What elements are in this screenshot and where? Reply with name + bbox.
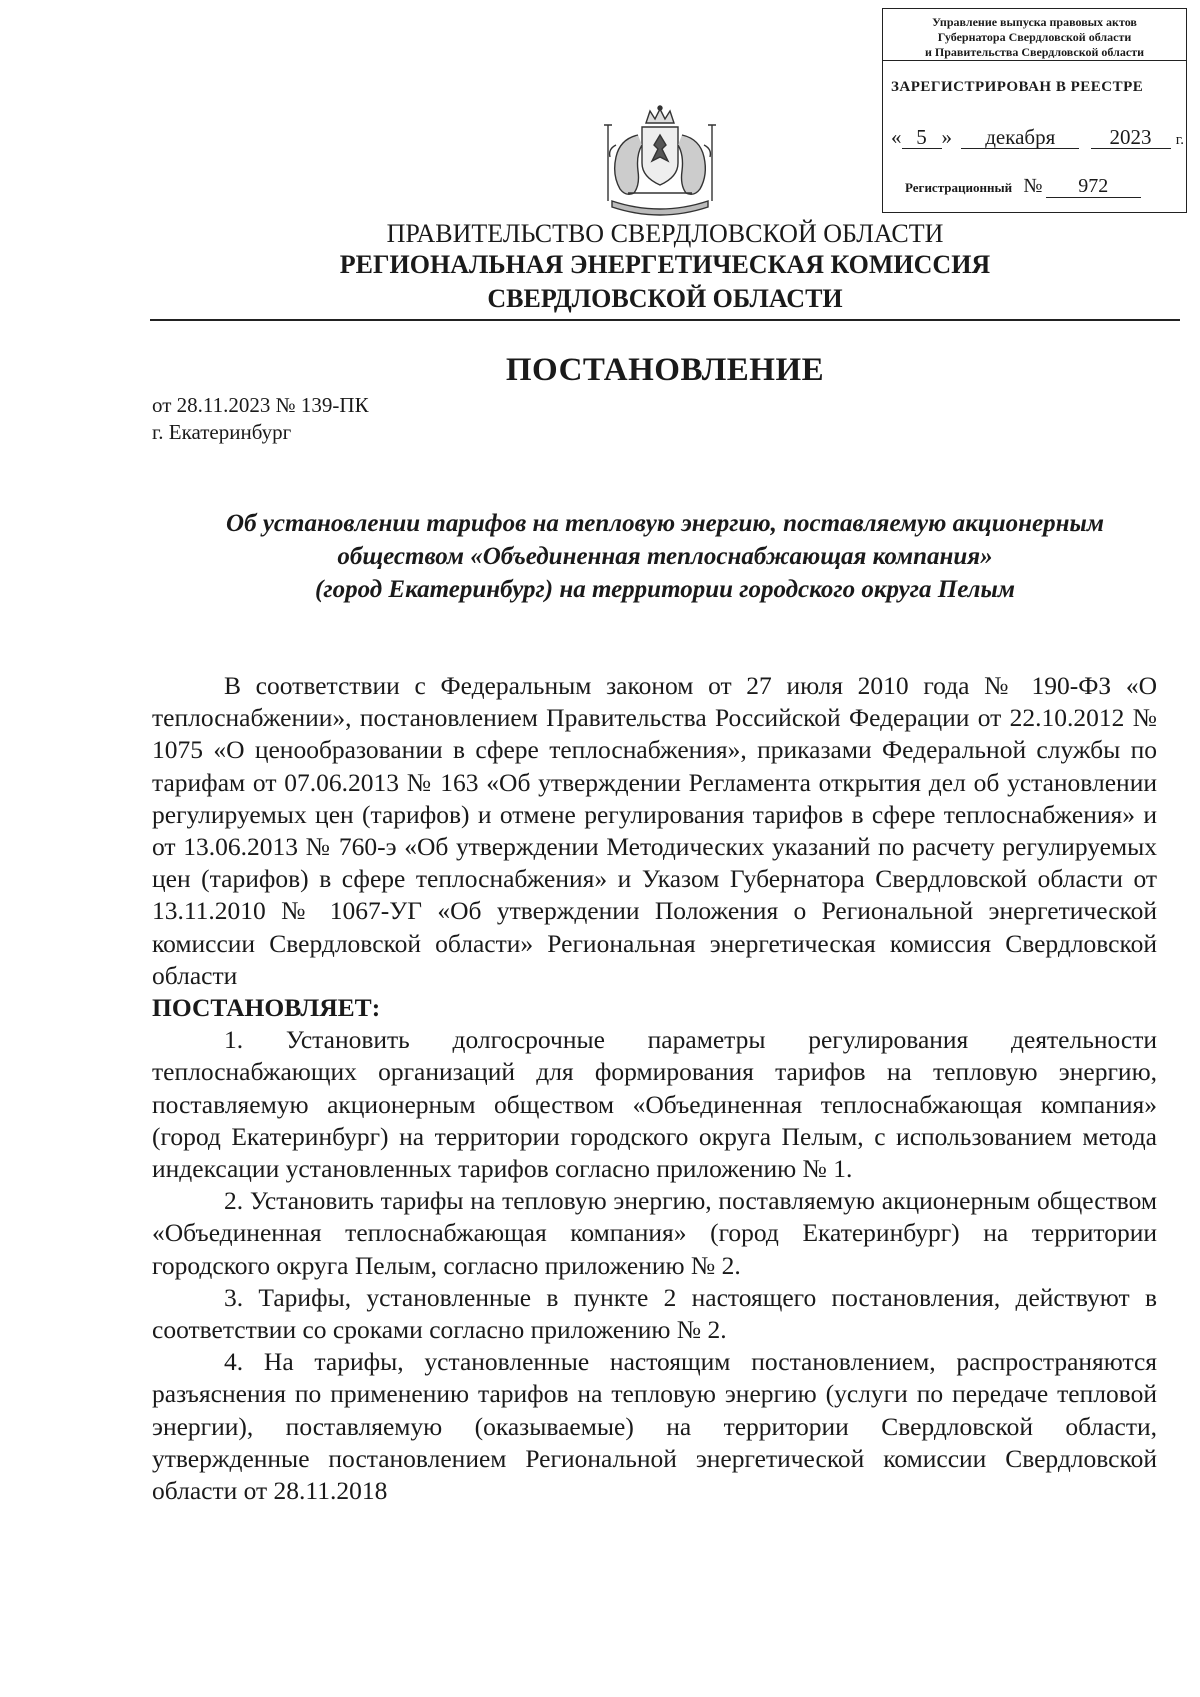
stamp-open-quote: «	[891, 125, 902, 149]
stamp-header-line: и Правительства Свердловской области	[925, 45, 1144, 59]
document-date-number: от 28.11.2023 № 139-ПК	[152, 393, 369, 417]
subject-line: (город Екатеринбург) на территории городского округа Пелым	[315, 576, 1015, 603]
coat-of-arms-icon	[598, 105, 722, 217]
document-city: г. Екатеринбург	[152, 420, 292, 444]
stamp-close-quote: »	[941, 125, 952, 149]
item-paragraph: 2. Установить тарифы на тепловую энергию, поставляемую акционерным обществом «Объединенная теплоснабжающая компания» (город Екатеринбург) на территории городского округа Пелым, согласно приложению № 2.	[152, 1186, 1157, 1280]
commission-title-line2: СВЕРДЛОВСКОЙ ОБЛАСТИ	[487, 284, 843, 313]
stamp-registration	[905, 175, 1141, 198]
stamp-reg-label: Регистрационный	[905, 180, 1013, 195]
item-paragraph: 3. Тарифы, установленные в пункте 2 настоящего постановления, действуют в соответствии со сроками согласно приложению № 2.	[152, 1282, 1157, 1345]
subject-line: обществом «Объединенная теплоснабжающая компания»	[337, 543, 993, 570]
item-paragraph: 4. На тарифы, установленные настоящим постановлением, распространяются разъяснения по применению тарифов на тепловую энергию (услуги по передаче тепловой энергии), поставляемую (оказываемые) на территории Свердловской области, утвержденные постановлением Региональной энергетической комиссии Свердловской области от 28.11.2018	[152, 1347, 1157, 1506]
subject-line: Об установлении тарифов на тепловую энергию, поставляемую акционерным	[226, 510, 1104, 537]
header-divider	[150, 319, 1180, 321]
stamp-header	[883, 9, 1186, 61]
document-type: ПОСТАНОВЛЕНИЕ	[505, 352, 825, 388]
stamp-month: декабря	[961, 126, 1079, 149]
commission-title-line1: РЕГИОНАЛЬНАЯ ЭНЕРГЕТИЧЕСКАЯ КОМИССИЯ	[339, 250, 991, 279]
document-body	[152, 670, 1157, 1507]
preamble-paragraph: В соответствии с Федеральным законом от 27 июля 2010 года № 190-ФЗ «О теплоснабжении», постановлением Правительства Российской Федерации от 22.10.2012 № 1075 «О ценообразовании в сфере теплоснабжения», приказами Федеральной службы по тарифам от 07.06.2013 № 163 «Об утверждении Регламента открытия дел об установлении регулируемых цен (тарифов) и отмене регулирования тарифов в сфере теплоснабжения» и от 13.06.2013 № 760-э «Об утверждении Методических указаний по расчету регулируемых цен (тарифов) в сфере теплоснабжения» и Указом Губернатора Свердловской области от 13.11.2010 № 1067-УГ «Об утверждении Положения о Региональной энергетической комиссии Свердловской области» Региональная энергетическая комиссия Свердловской области	[152, 671, 1157, 990]
stamp-reg-no-sign: №	[1023, 175, 1043, 197]
item-paragraph: 1. Установить долгосрочные параметры регулирования деятельности теплоснабжающих организаций для формирования тарифов на тепловую энергию, поставляемую акционерным обществом «Объединенная теплоснабжающая компания» (город Екатеринбург) на территории городского округа Пелым, с использованием метода индексации установленных тарифов согласно приложению № 1.	[152, 1025, 1157, 1184]
stamp-year-suffix: г.	[1175, 132, 1184, 148]
decree-word: ПОСТАНОВЛЯЕТ:	[152, 993, 381, 1023]
stamp-year: 2023	[1091, 126, 1171, 149]
stamp-header-line: Управление выпуска правовых актов	[932, 15, 1137, 29]
stamp-title: ЗАРЕГИСТРИРОВАН В РЕЕСТРЕ	[891, 79, 1144, 95]
stamp-date	[891, 125, 1184, 150]
stamp-day: 5	[902, 126, 942, 149]
stamp-header-line: Губернатора Свердловской области	[937, 30, 1132, 44]
stamp-reg-number: 972	[1046, 175, 1141, 198]
registration-stamp	[882, 8, 1187, 213]
government-title: ПРАВИТЕЛЬСТВО СВЕРДЛОВСКОЙ ОБЛАСТИ	[386, 219, 944, 248]
